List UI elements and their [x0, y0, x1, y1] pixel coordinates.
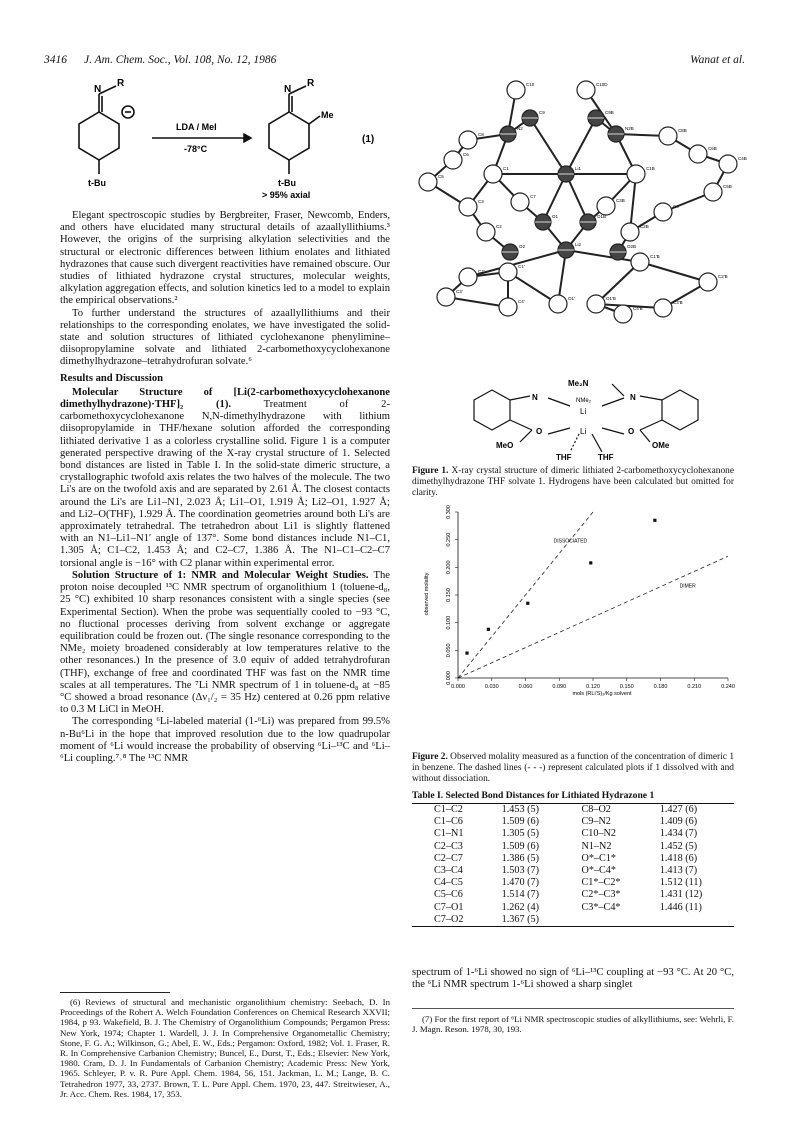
product-r-label: R [307, 78, 315, 89]
journal-citation: J. Am. Chem. Soc., Vol. 108, No. 12, 1986 [84, 54, 277, 66]
atom-label: C10D [596, 82, 608, 87]
subsection-2-text: The proton noise decoupled ¹³C NMR spectrum of organolithium 1 (toluene-d₈, 25 °C) exhibited 10 sharp resonances consistent with a single species (see Experimental Section). When the probe was sequentially cooled to −93 °C, no fluctional processes deriving from solvent exchange or aggregate equilibration could be frozen out. (The single resonance corresponding to the NMe₂ moiety broadened considerably at low temperatures relative to the other resonances.) In the presence of 3.0 equiv of added tetrahydrofuran (THF), exchange of free and coordinated THF was fast on the NMR time scales at all temperatures. The ⁷Li NMR spectrum of 1 in toluene-d₈ at −85 °C showed a broad resonance (Δν₁/₂ = 35 Hz) centered at 0.26 ppm relative to 0.3 M LiCl in MeOH. [60, 569, 390, 716]
atom-label: C3 [478, 199, 484, 204]
intro-paragraph-2: To further understand the structures of azaallyllithiums and their relationships to the corresponding enolates, we have investigated the solid-state and solution structures of lithiated cyclohexanone phenylimine–diisopropylamine solvate and lithiated 2-carbomethoxycyclohexanone dimethylhydrazone–tetrahydrofuran solvate.⁶ [60, 307, 390, 368]
atom-label: C4'B [633, 306, 643, 311]
line-label-dimer: DIMER [679, 583, 696, 590]
reactant-n-label: N [94, 84, 102, 95]
table-row [412, 828, 734, 840]
atom-label: O2B [627, 244, 637, 249]
left-column-body [60, 210, 390, 765]
figure-2-caption [412, 752, 734, 785]
distance-a-cell: 1.453 (5) [501, 804, 539, 815]
li-bottom-label: Li [580, 427, 587, 436]
bond-a-cell: C2–C7 [434, 852, 463, 864]
atom-C5 [419, 173, 444, 191]
atom-label: C2'B [718, 274, 728, 279]
n-right-label: N [630, 393, 636, 402]
atom-O2 [502, 244, 526, 260]
y-tick-label: 0.200 [446, 560, 452, 575]
bond-a-cell: C7–O1 [434, 901, 464, 913]
figure-1-label: Figure 1. [412, 466, 449, 476]
subsection-1-paragraph [60, 387, 390, 570]
atom-O1' [549, 295, 575, 313]
line-structure-figure [452, 376, 722, 460]
y-tick-label: 0.150 [446, 588, 452, 602]
x-tick-label: 0.120 [586, 684, 600, 690]
bond-a-cell: C4–C5 [434, 877, 463, 889]
atom-label: C2 [496, 224, 502, 229]
table-title: Table I. Selected Bond Distances for Lithiated Hydrazone 1 [412, 790, 655, 801]
right-footnote-rule [412, 1008, 734, 1009]
y-tick-label: 0.050 [446, 643, 452, 658]
footnote-rule [60, 992, 170, 993]
atom-C3'B [654, 299, 683, 317]
intro-paragraph-1: Elegant spectroscopic studies by Bergbreiter, Fraser, Newcomb, Enders, and others have elucidated many structural details of azaallyllithiums.³ However, the origins of the surprising alkylation selectivities and the structural or electronic differences between lithium enolates and lithiated hydrazones that cause such divergent reactivities have remained obscure. Our studies of lithiated hydrazone crystal structures, molecular weights, alkylation aggregation effects, and solution kinetics led to a model to explain the empirical observations.² [60, 210, 390, 307]
atom-C6 [444, 151, 469, 169]
subsection-1-title: Molecular Structure of [Li(2-carbomethoxycyclohexanone dimethylhydrazone)·THF]₂ (1). [60, 386, 390, 411]
distance-a-cell: 1.509 (6) [501, 816, 539, 828]
atom-label: C8 [478, 132, 484, 137]
table-row [412, 853, 734, 865]
atom-C4B [719, 155, 747, 173]
reactant-r-label: R [117, 78, 125, 89]
distance-a-cell: 1.386 (5) [501, 852, 539, 864]
right-column-text: spectrum of 1-⁶Li showed no sign of ⁶Li–¹³C coupling at −93 °C. At 20 °C, the ⁶Li NMR spectrum 1-⁶Li showed a sharp singlet [412, 967, 734, 991]
distance-b-cell: 1.427 (6) [659, 804, 698, 815]
distance-a-cell: 1.503 (7) [501, 865, 539, 877]
atom-C8B [659, 127, 687, 145]
selectivity-label: > 95% axial [262, 190, 311, 200]
reagent-label: LDA / MeI [176, 122, 217, 132]
bond-b-cell: O*–C1* [581, 852, 616, 864]
atom-C4'B [614, 305, 643, 323]
x-tick-label: 0.150 [619, 684, 634, 690]
atom-N2 [500, 126, 523, 142]
distance-b-cell: 1.434 (7) [659, 828, 698, 840]
atom-label: N2 [517, 126, 523, 131]
atom-C2'B [699, 273, 728, 291]
atom-label: C4B [738, 156, 747, 161]
atom-label: O1B [597, 214, 607, 219]
table-row [412, 877, 734, 889]
bond-b-cell: O*–C4* [581, 865, 616, 877]
atom-label: O1 [552, 214, 559, 219]
molality-plot [410, 500, 740, 700]
xray-structure-figure [408, 70, 747, 320]
atom-label: C6B [708, 146, 717, 151]
bond-b-cell: C2*–C3* [581, 889, 621, 901]
table-bottom-rule [412, 926, 734, 927]
line-dimer [458, 556, 728, 678]
atom-label: Li1 [575, 166, 582, 171]
distance-b-cell [658, 914, 734, 926]
thf-right-label: THF [598, 453, 614, 462]
n-left-label: N [532, 393, 538, 402]
atom-C7 [511, 193, 536, 211]
atom-C1'B [631, 253, 660, 271]
atom-C2 [477, 223, 502, 241]
x-tick-label: 0.210 [687, 684, 702, 690]
atom-label: C1 [503, 166, 509, 171]
atom-label: Li2 [575, 242, 582, 247]
atom-label: C9B [605, 110, 614, 115]
table-row [412, 889, 734, 901]
o-right-label: O [628, 427, 635, 436]
reaction-arrow [152, 134, 251, 142]
bond-a-cell: C1–C6 [434, 816, 463, 828]
reactant-structure [79, 86, 134, 174]
meo-label: MeO [496, 441, 514, 450]
product-structure [269, 86, 320, 174]
atom-C1B [627, 165, 655, 183]
y-tick-label: 0.100 [446, 615, 452, 630]
product-me-label: Me [321, 110, 334, 120]
subsection-2-title: Solution Structure of 1: NMR and Molecular Weight Studies. [72, 569, 369, 581]
data-point [653, 519, 656, 522]
figure-1-text: X-ray crystal structure of dimeric lithiated 2-carbomethoxycyclohexanone dimethylhydrazone THF solvate 1. Hydrogens have been calculated but omitted for clarity. [412, 466, 734, 498]
bond-distance-table-block [412, 790, 734, 927]
bond-distance-table [412, 804, 734, 926]
distance-b-cell: 1.413 (7) [659, 865, 698, 877]
atom-C6B [689, 145, 717, 163]
equation-number: (1) [362, 134, 375, 145]
bond-b-cell: C3*–C4* [581, 901, 621, 913]
distance-b-cell: 1.446 (11) [659, 901, 702, 913]
bond-a-cell: C1–C2 [434, 804, 463, 815]
atom-label: C5B [723, 184, 732, 189]
atom-label: C5 [438, 174, 444, 179]
bond-b-cell: N1–N2 [581, 840, 612, 852]
atom-label: C1B [646, 166, 655, 171]
atom-C3' [437, 288, 463, 306]
atom-O1 [535, 214, 559, 230]
x-tick-label: 0.090 [552, 684, 567, 690]
distance-b-cell: 1.431 (12) [659, 889, 703, 901]
atom-C2' [459, 268, 485, 286]
x-tick-label: 0.030 [484, 684, 499, 690]
x-tick-label: 0.060 [518, 684, 533, 690]
ome-label: OMe [652, 441, 670, 450]
atom-label: C1' [518, 264, 525, 269]
bond-a-cell: C2–C3 [434, 840, 463, 852]
figure-1-caption [412, 466, 734, 499]
atom-C4' [499, 298, 525, 316]
x-tick-label: 0.240 [721, 684, 735, 690]
subsection-1-text: Treatment of 2-carbomethoxycyclohexanone N,N-dimethylhydrazone with lithium diisopropylamide in THF/hexane solution afforded the corresponding lithiated derivative 1 as a colorless crystalline solid. Figure 1 is a computer generated perspective drawing of the X-ray crystal structure of 1. Selected bond distances are listed in Table I. In the solid-state dimeric structure, a crystallographic twofold axis relates the two halves of the molecule. The two Li's are on the twofold axis and are separated by 2.61 Å. The closest contacts around the Li's are Li1–N1, 2.023 Å; Li1–O1, 1.919 Å; Li2–O1, 1.927 Å; and Li2–O(THF), 1.929 Å. The coordination geometries around both Li's are approximately tetrahedral. The tetrahedron about Li1 is slightly flattened with an N1–Li1–N1′ angle of 137°. Some bond distances include N1–C1, 1.305 Å; C1–C2, 1.453 Å; and C2–C7, 1.386 Å. The N1–C1–C2–C7 torsional angle is −16° with C2 planar within experimental error. [60, 399, 390, 569]
atom-label: C1'B [650, 254, 660, 259]
x-axis-label: mols (RLi'S)₂/Kg solvent [572, 691, 632, 697]
bond-a-cell: C3–C4 [434, 865, 463, 877]
reactant-tbu-label: t-Bu [88, 178, 106, 188]
distance-a-cell: 1.509 (6) [501, 840, 539, 852]
atom-label: C4' [518, 299, 525, 304]
distance-a-cell: 1.305 (5) [501, 828, 539, 840]
atom-label: C3'B [673, 300, 683, 305]
atom-C4 [654, 203, 679, 221]
table-row [412, 865, 734, 877]
bond-b-cell: C9–N2 [581, 816, 611, 828]
subsection-2-paragraph [60, 570, 390, 716]
atom-label: N2B [625, 126, 634, 131]
x-tick-label: 0.180 [653, 684, 668, 690]
bond-b-cell: C8–O2 [581, 804, 611, 815]
product-tbu-label: t-Bu [278, 178, 296, 188]
atom-label: O1'B [606, 296, 616, 301]
atom-C3 [459, 198, 484, 216]
bond-a-cell: C5–C6 [434, 889, 463, 901]
atom-label: C2B [640, 224, 649, 229]
bond-b-cell: C1*–C2* [581, 877, 621, 889]
line-dissociated [458, 512, 593, 678]
atom-label: C6 [463, 152, 469, 157]
o-left-label: O [536, 427, 543, 436]
footnote-7: (7) For the first report of ⁶Li NMR spectroscopic studies of alkyllithiums, see: Wehrli, F. J. Magn. Reson. 1978, 30, 193. [412, 1014, 734, 1035]
product-n-label: N [284, 84, 292, 95]
atom-label: C3B [616, 198, 625, 203]
atom-label: O2 [519, 244, 526, 249]
atom-label: C2' [478, 269, 485, 274]
atom-label: O1' [568, 296, 575, 301]
table-row [412, 841, 734, 853]
atom-label: C7 [530, 194, 536, 199]
page-number: 3416 [44, 54, 67, 66]
nme2-inner-label: NMe₂ [576, 398, 591, 404]
atom-O1B [580, 214, 606, 230]
atom-C1' [499, 263, 525, 281]
atom-C9 [522, 110, 545, 126]
distance-a-cell: 1.514 (7) [501, 889, 539, 901]
data-point [487, 628, 490, 631]
y-axis-label: observed molality [424, 572, 430, 616]
distance-b-cell: 1.418 (6) [659, 852, 698, 864]
atom-label: C9 [539, 110, 545, 115]
atom-C3B [597, 197, 625, 215]
distance-b-cell: 1.409 (6) [659, 816, 698, 828]
atom-label: C3' [456, 289, 463, 294]
atom-C10 [507, 81, 535, 99]
atom-C2B [621, 223, 649, 241]
bond-b-cell: C10–N2 [581, 828, 616, 840]
footnote-6: (6) Reviews of structural and mechanistic organolithium chemistry: Seebach, D. In Proceedings of the Robert A. Welch Foundation Conferences on Chemical Research XXVII; 1984, p 93. Wakefield, B. J. The Chemistry of Organolithium Compounds; Pergamon Press: New York, 1974; Chapter 1. Wardell, J. J. In Comprehensive Organometallic Chemistry; Stone, F. G. A.; Wilkinson, G.; Abel, E. W., Eds.; Pergamon: Oxford, 1982; Vol. 1. Fraser, R. R. In Comprehensive Carbanion Chemistry; Buncel, E., Durst, T., Eds.; Elsevier: New York, 1980. Cram, D. J. In Fundamentals of Carbanion Chemistry; Academic Press: New York, 1965. Schleyer, P. v. R. Pure Appl. Chem. 1984, 56, 151. Jackman, L. M.; Lange, B. C. Tetrahedron 1977, 33, 2737. Brown, T. L. Pure Appl. Chem. 1970, 23, 447. Streitwieser, A., Jr. Acc. Chem. Res. 1984, 17, 353. [60, 997, 390, 1099]
data-point [526, 602, 529, 605]
x-tick-label: 0.000 [451, 684, 465, 690]
atom-C10D [577, 81, 608, 99]
li-top-label: Li [580, 407, 587, 416]
atom-label: C8B [678, 128, 687, 133]
temperature-label: -78°C [184, 144, 208, 154]
reaction-scheme [44, 72, 384, 200]
distance-a-cell: 1.367 (5) [501, 913, 539, 925]
table-row [412, 816, 734, 828]
figure-2-label: Figure 2. [412, 752, 448, 762]
bond-b-cell [567, 914, 657, 926]
atom-label: C4 [673, 204, 679, 209]
table-row [412, 914, 734, 926]
nme2-label: Me₂N [568, 379, 589, 388]
line-label-dissociated: DISSOCIATED [553, 538, 588, 545]
bond-a-cell: C1–N1 [434, 828, 464, 840]
y-tick-label: 0.000 [446, 671, 452, 685]
running-authors: Wanat et al. [690, 54, 745, 66]
atom-C8 [459, 131, 484, 149]
thf-left-label: THF [556, 453, 572, 462]
y-tick-label: 0.300 [446, 505, 452, 519]
bond-a-cell: C7–O2 [434, 913, 464, 925]
table-row [412, 902, 734, 914]
y-tick-label: 0.250 [446, 532, 452, 547]
distance-b-cell: 1.452 (5) [659, 840, 698, 852]
figure-2-text: Observed molality measured as a function of the concentration of dimeric 1 in benzene. The dashed lines (- - -) represent calculated plots if 1 dissolved with and without dissociation. [412, 752, 735, 784]
distance-b-cell: 1.512 (11) [659, 877, 702, 889]
atom-label: C10 [526, 82, 535, 87]
distance-a-cell: 1.470 (7) [501, 877, 539, 889]
data-point [465, 652, 468, 655]
section-title: Results and Discussion [60, 372, 164, 384]
data-point [589, 561, 592, 564]
table-row [412, 804, 734, 816]
subsection-2-paragraph-2: The corresponding ⁶Li-labeled material (1-⁶Li) was prepared from 99.5% n-Bu⁶Li in the hope that improved resolution due to the low quadrupolar moment of ⁶Li would increase the probability of observing ⁶Li–¹³C and ⁶Li–⁶Li coupling.⁷˒⁸ The ¹³C NMR [60, 716, 390, 764]
distance-a-cell: 1.262 (4) [501, 901, 539, 913]
atom-Li2 [558, 242, 582, 258]
atom-C5B [704, 183, 732, 201]
